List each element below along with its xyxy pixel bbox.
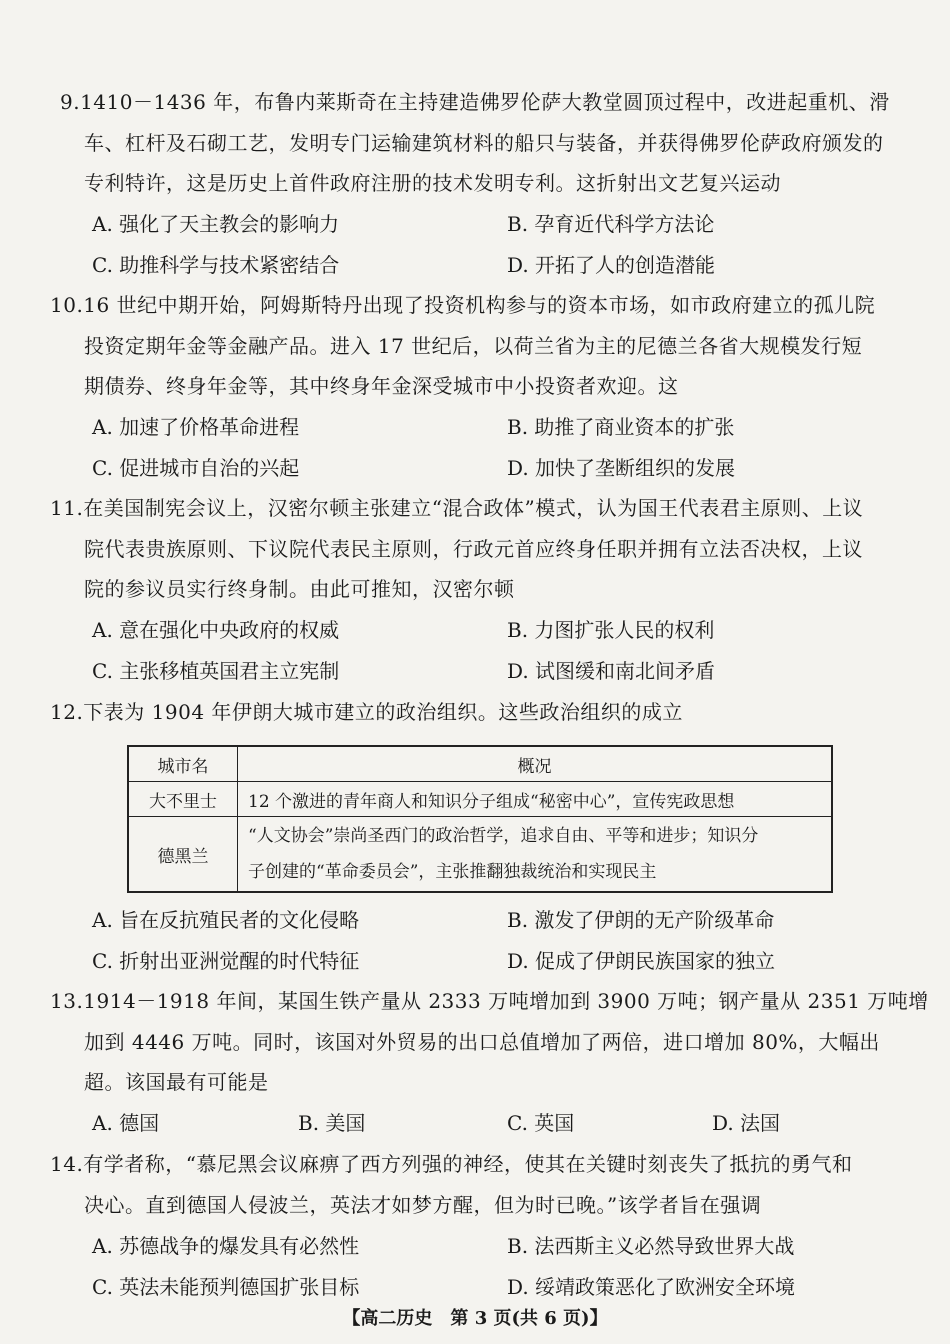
option-d: D. 加快了垄断组织的发展 (507, 456, 736, 480)
question-text-line: 12.下表为 1904 年伊朗大城市建立的政治组织。这些政治组织的成立 (50, 700, 683, 724)
option-d: D. 法国 (712, 1111, 781, 1135)
question-text-line: 11.在美国制宪会议上，汉密尔顿主张建立“混合政体”模式，认为国王代表君主原则、上议 (50, 496, 864, 520)
option-c: C. 英国 (507, 1111, 575, 1135)
option-d: D. 促成了伊朗民族国家的独立 (507, 949, 776, 973)
option-a: A. 强化了天主教会的影响力 (92, 212, 340, 236)
question-text-line: 院的参议员实行终身制。由此可推知，汉密尔顿 (84, 577, 515, 601)
cell-text: 12 个激进的青年商人和知识分子组成“秘密中心”，宣传宪政思想 (248, 791, 735, 812)
question-text-line: 车、杠杆及石砌工艺，发明专门运输建筑材料的船只与装备，并获得佛罗伦萨政府颁发的 (84, 131, 884, 155)
cell-text: 子创建的“革命委员会”，主张推翻独裁统治和实现民主 (248, 862, 657, 882)
question-text-line: 10.16 世纪中期开始，阿姆斯特丹出现了投资机构参与的资本市场，如市政府建立的孤儿院 (50, 293, 876, 317)
option-b: B. 力图扩张人民的权利 (507, 618, 715, 642)
option-b: B. 助推了商业资本的扩张 (507, 415, 735, 439)
table-cell-summary (238, 817, 833, 893)
table-header-row (128, 746, 832, 782)
table-cell-city: 大不里士 (128, 782, 238, 817)
option-b: B. 法西斯主义必然导致世界大战 (507, 1234, 795, 1258)
question-text-line: 14.有学者称，“慕尼黑会议麻痹了西方列强的神经，使其在关键时刻丧失了抵抗的勇气和 (50, 1152, 853, 1176)
option-a: A. 德国 (92, 1111, 160, 1135)
question-text-line: 院代表贵族原则、下议院代表民主原则，行政元首应终身任职并拥有立法否决权，上议 (84, 537, 863, 561)
option-d: D. 绥靖政策恶化了欧洲安全环境 (507, 1275, 796, 1299)
option-a: A. 加速了价格革命进程 (92, 415, 300, 439)
organizations-table (127, 745, 833, 893)
table-row (128, 817, 832, 893)
option-d: D. 试图缓和南北间矛盾 (507, 659, 716, 683)
page-footer: 【高二历史 第 3 页(共 6 页)】 (342, 1308, 608, 1329)
option-c: C. 助推科学与技术紧密结合 (92, 253, 340, 277)
question-text-line: 决心。直到德国人侵波兰，英法才如梦方醒，但为时已晚。”该学者旨在强调 (84, 1193, 762, 1217)
question-text-line: 加到 4446 万吨。同时，该国对外贸易的出口总值增加了两倍，进口增加 80%，大幅出 (84, 1030, 880, 1054)
option-c: C. 折射出亚洲觉醒的时代特征 (92, 949, 360, 973)
question-text-line: 专利特许，这是历史上首件政府注册的技术发明专利。这折射出文艺复兴运动 (84, 171, 781, 195)
table-header-cell: 概况 (238, 746, 833, 782)
table-cell-summary (238, 782, 833, 817)
option-d: D. 开拓了人的创造潜能 (507, 253, 716, 277)
cell-text: “人文协会”崇尚圣西门的政治哲学，追求自由、平等和进步；知识分 (248, 826, 759, 846)
question-text-line: 期债券、终身年金等，其中终身年金深受城市中小投资者欢迎。这 (84, 374, 679, 398)
question-text-line: 9.1410－1436 年，布鲁内莱斯奇在主持建造佛罗伦萨大教堂圆顶过程中，改进起重机、滑 (60, 90, 890, 114)
option-b: B. 美国 (298, 1111, 366, 1135)
option-b: B. 孕育近代科学方法论 (507, 212, 715, 236)
option-a: A. 旨在反抗殖民者的文化侵略 (92, 908, 360, 932)
option-c: C. 促进城市自治的兴起 (92, 456, 300, 480)
table-cell-city: 德黑兰 (128, 817, 238, 893)
table-row (128, 782, 832, 817)
option-b: B. 激发了伊朗的无产阶级革命 (507, 908, 775, 932)
option-a: A. 意在强化中央政府的权威 (92, 618, 340, 642)
option-c: C. 主张移植英国君主立宪制 (92, 659, 340, 683)
question-text-line: 超。该国最有可能是 (84, 1070, 269, 1094)
question-text-line: 13.1914－1918 年间，某国生铁产量从 2333 万吨增加到 3900 万吨；钢产量从 2351 万吨增 (50, 989, 929, 1013)
option-a: A. 苏德战争的爆发具有必然性 (92, 1234, 360, 1258)
option-c: C. 英法未能预判德国扩张目标 (92, 1275, 360, 1299)
table-header-cell: 城市名 (128, 746, 238, 782)
question-text-line: 投资定期年金等金融产品。进入 17 世纪后，以荷兰省为主的尼德兰各省大规模发行短 (84, 334, 863, 358)
